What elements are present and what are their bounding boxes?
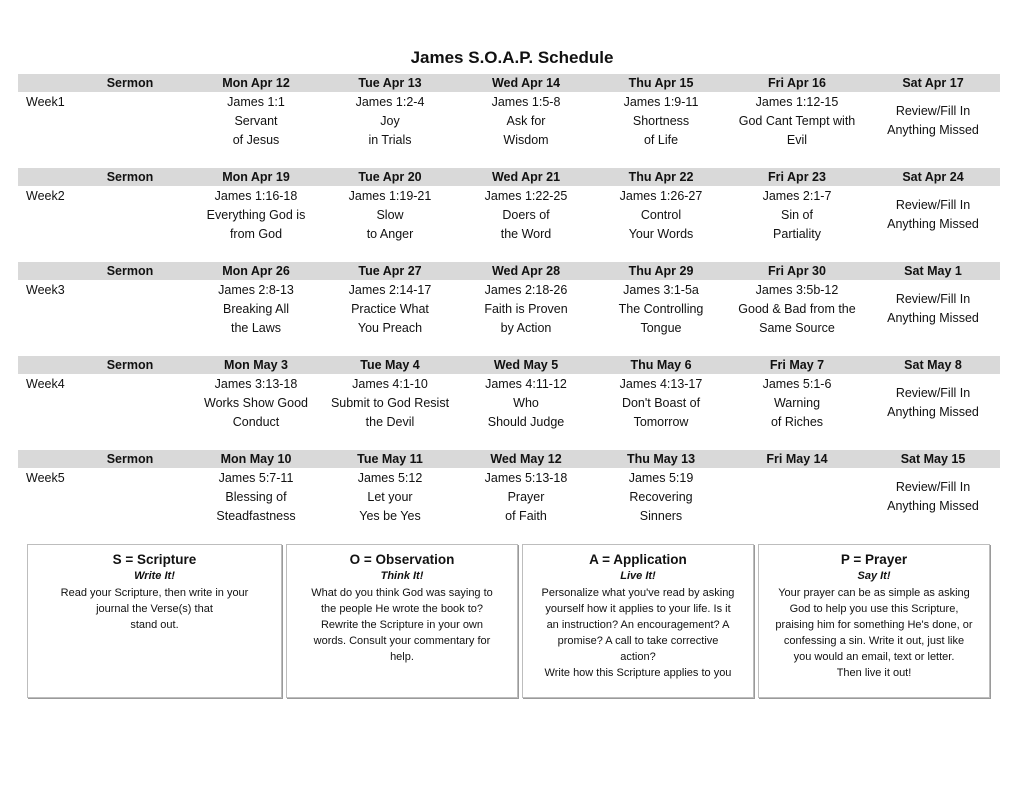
soap-heading: P = Prayer <box>840 552 908 567</box>
page-title: James S.O.A.P. Schedule <box>410 48 614 67</box>
day-header: Wed Apr 14 <box>491 76 561 90</box>
review-cell <box>866 478 1000 516</box>
reading-reference: James 1:26-27 <box>619 189 703 203</box>
reading-cell <box>190 469 322 526</box>
reading-reference: James 5:1-6 <box>762 377 832 391</box>
day-header: Sat Apr 24 <box>902 170 964 184</box>
review-line: Review/Fill In <box>895 292 971 306</box>
reading-title-line: Doers of <box>502 208 550 222</box>
soap-text-line: words. Consult your commentary for <box>313 635 491 647</box>
day-header: Tue Apr 27 <box>358 264 422 278</box>
reading-title-line: Your Words <box>628 227 694 241</box>
day-header: Sat Apr 17 <box>902 76 964 90</box>
reading-reference: James 5:19 <box>628 471 694 485</box>
reading-reference: James 1:1 <box>227 95 285 109</box>
reading-title-line: Shortness <box>632 114 690 128</box>
reading-cell <box>190 187 322 244</box>
sermon-header: Sermon <box>106 170 154 184</box>
reading-title-line: Steadfastness <box>216 509 296 523</box>
soap-subheading: Say It! <box>857 570 891 582</box>
soap-text-line: help. <box>390 651 414 663</box>
week-header-row <box>18 168 1000 186</box>
reading-title-line: Sin of <box>781 208 813 222</box>
reading-reference: James 3:5b-12 <box>755 283 839 297</box>
reading-title-line: Yes be Yes <box>359 509 421 523</box>
day-header: Fri Apr 16 <box>768 76 826 90</box>
soap-text-line: praising him for something He's done, or <box>775 619 973 631</box>
review-line: Anything Missed <box>887 499 979 513</box>
soap-subheading: Think It! <box>380 570 424 582</box>
reading-title-line: Don't Boast of <box>621 396 701 410</box>
soap-text <box>759 584 989 681</box>
reading-reference: James 2:1-7 <box>762 189 832 203</box>
reading-title-line: to Anger <box>366 227 414 241</box>
reading-reference: James 1:5-8 <box>491 95 561 109</box>
soap-text-line: Rewrite the Scripture in your own <box>320 619 483 631</box>
reading-cell <box>324 281 456 338</box>
day-header: Thu Apr 29 <box>628 264 694 278</box>
day-header: Wed Apr 21 <box>491 170 561 184</box>
week-readings <box>18 469 1000 535</box>
sermon-header: Sermon <box>106 76 154 90</box>
reading-title-line: Joy <box>380 114 400 128</box>
week-label: Week3 <box>26 283 65 297</box>
review-line: Review/Fill In <box>895 198 971 212</box>
reading-cell <box>728 187 866 244</box>
sermon-header: Sermon <box>106 264 154 278</box>
week-block <box>18 262 1000 350</box>
reading-cell <box>594 469 728 526</box>
week-readings <box>18 375 1000 441</box>
soap-text-line: Then live it out! <box>836 667 912 679</box>
soap-text-line: Personalize what you've read by asking <box>541 587 735 599</box>
reading-title-line: Tongue <box>640 321 682 335</box>
soap-text-line: stand out. <box>130 619 179 631</box>
review-cell <box>866 196 1000 234</box>
reading-reference: James 2:18-26 <box>484 283 568 297</box>
day-header: Sat May 8 <box>904 358 962 372</box>
day-header: Tue May 11 <box>357 452 423 466</box>
reading-cell <box>594 93 728 150</box>
reading-title-line: Wisdom <box>503 133 549 147</box>
soap-text <box>287 584 517 665</box>
week-block <box>18 450 1000 538</box>
soap-box-application <box>522 544 754 698</box>
reading-title-line: Let your <box>367 490 413 504</box>
reading-title-line: Good & Bad from the <box>738 302 856 316</box>
week-readings <box>18 187 1000 253</box>
reading-title-line: Partiality <box>773 227 821 241</box>
reading-reference: James 3:1-5a <box>623 283 699 297</box>
soap-text-line: you would an email, text or letter. <box>793 651 955 663</box>
day-header: Thu May 6 <box>630 358 692 372</box>
reading-cell <box>728 375 866 432</box>
day-header: Fri May 14 <box>766 452 828 466</box>
week-block <box>18 74 1000 162</box>
reading-title-line: Prayer <box>507 490 545 504</box>
reading-title-line: Breaking All <box>222 302 289 316</box>
soap-text-line: Read your Scripture, then write in your <box>60 587 249 599</box>
day-header: Wed May 12 <box>490 452 562 466</box>
day-header: Wed May 5 <box>493 358 559 372</box>
reading-title-line: of Jesus <box>232 133 280 147</box>
reading-title-line: Submit to God Resist <box>330 396 450 410</box>
week-header-row <box>18 74 1000 92</box>
week-label: Week5 <box>26 471 65 485</box>
reading-title-line: from God <box>229 227 283 241</box>
reading-cell <box>458 93 594 150</box>
soap-heading: O = Observation <box>349 552 455 567</box>
reading-title-line: the Word <box>500 227 552 241</box>
reading-cell <box>458 375 594 432</box>
review-line: Anything Missed <box>887 311 979 325</box>
reading-title-line: Ask for <box>506 114 546 128</box>
reading-cell <box>594 375 728 432</box>
soap-heading: S = Scripture <box>112 552 197 567</box>
reading-reference: James 1:9-11 <box>623 95 699 109</box>
review-line: Review/Fill In <box>895 386 971 400</box>
review-line: Review/Fill In <box>895 480 971 494</box>
reading-cell <box>324 187 456 244</box>
reading-title-line: Slow <box>376 208 404 222</box>
reading-title-line: Control <box>640 208 682 222</box>
reading-reference: James 2:8-13 <box>218 283 294 297</box>
week-header-row <box>18 450 1000 468</box>
reading-cell <box>324 375 456 432</box>
soap-text-line: confessing a sin. Write it out, just like <box>783 635 965 647</box>
soap-text-line: God to help you use this Scripture, <box>789 603 959 615</box>
reading-title-line: God Cant Tempt with <box>738 114 856 128</box>
reading-title-line: in Trials <box>368 133 412 147</box>
soap-box-scripture <box>27 544 282 698</box>
reading-title-line: of Faith <box>505 509 547 523</box>
reading-title-line: Works Show Good <box>204 396 308 410</box>
week-header-row <box>18 356 1000 374</box>
day-header: Sat May 15 <box>900 452 966 466</box>
reading-reference: James 4:1-10 <box>352 377 428 391</box>
reading-reference: James 1:19-21 <box>348 189 432 203</box>
reading-title-line: of Life <box>643 133 679 147</box>
soap-text-line: an instruction? An encouragement? A <box>546 619 730 631</box>
week-readings <box>18 93 1000 159</box>
reading-title-line: Conduct <box>232 415 280 429</box>
soap-text-line: journal the Verse(s) that <box>96 603 213 615</box>
reading-title-line: You Preach <box>357 321 423 335</box>
day-header: Thu May 13 <box>626 452 696 466</box>
reading-title-line: Practice What <box>351 302 429 316</box>
reading-title-line: Should Judge <box>487 415 565 429</box>
reading-cell <box>458 187 594 244</box>
reading-title-line: Who <box>513 396 539 410</box>
soap-text <box>523 584 753 681</box>
reading-title-line: Sinners <box>639 509 683 523</box>
soap-text-line: action? <box>620 651 656 663</box>
soap-text-line: Write how this Scripture applies to you <box>544 667 732 679</box>
reading-title-line: by Action <box>500 321 552 335</box>
reading-title-line: Tomorrow <box>633 415 689 429</box>
reading-cell <box>190 93 322 150</box>
day-header: Mon Apr 19 <box>222 170 290 184</box>
reading-reference: James 4:13-17 <box>619 377 703 391</box>
day-header: Fri May 7 <box>769 358 825 372</box>
reading-title-line: Warning <box>773 396 821 410</box>
week-block <box>18 356 1000 444</box>
week-header-row <box>18 262 1000 280</box>
week-label: Week1 <box>26 95 65 109</box>
reading-cell <box>458 469 594 526</box>
day-header: Fri Apr 30 <box>768 264 826 278</box>
review-line: Anything Missed <box>887 405 979 419</box>
day-header: Thu Apr 22 <box>628 170 694 184</box>
reading-cell <box>458 281 594 338</box>
soap-box-prayer <box>758 544 990 698</box>
review-line: Anything Missed <box>887 217 979 231</box>
review-cell <box>866 102 1000 140</box>
day-header: Wed Apr 28 <box>491 264 561 278</box>
reading-cell <box>324 93 456 150</box>
reading-cell <box>190 281 322 338</box>
reading-cell <box>594 187 728 244</box>
reading-reference: James 1:16-18 <box>214 189 298 203</box>
soap-text-line: promise? A call to take corrective <box>557 635 719 647</box>
soap-text-line: yourself how it applies to your life. Is it <box>545 603 731 615</box>
reading-cell <box>190 375 322 432</box>
day-header: Mon Apr 12 <box>222 76 290 90</box>
reading-reference: James 5:7-11 <box>218 471 294 485</box>
soap-text-line: Your prayer can be as simple as asking <box>778 587 970 599</box>
day-header: Thu Apr 15 <box>628 76 694 90</box>
soap-box-observation <box>286 544 518 698</box>
reading-reference: James 4:11-12 <box>485 377 567 391</box>
reading-cell <box>594 281 728 338</box>
day-header: Fri Apr 23 <box>768 170 826 184</box>
week-label: Week2 <box>26 189 65 203</box>
soap-text-line: What do you think God was saying to <box>311 587 493 599</box>
day-header: Tue May 4 <box>360 358 420 372</box>
reading-reference: James 1:22-25 <box>484 189 568 203</box>
reading-reference: James 5:13-18 <box>484 471 568 485</box>
reading-title-line: the Laws <box>230 321 282 335</box>
reading-title-line: Same Source <box>759 321 835 335</box>
soap-text-line: the people He wrote the book to? <box>320 603 484 615</box>
reading-title-line: Servant <box>234 114 278 128</box>
reading-cell <box>728 281 866 338</box>
reading-title-line: Faith is Proven <box>484 302 568 316</box>
day-header: Tue Apr 13 <box>358 76 422 90</box>
review-line: Review/Fill In <box>895 104 971 118</box>
week-block <box>18 168 1000 256</box>
day-header: Mon May 3 <box>224 358 288 372</box>
reading-reference: James 1:2-4 <box>355 95 425 109</box>
week-readings <box>18 281 1000 347</box>
soap-text <box>28 584 281 633</box>
reading-title-line: Blessing of <box>225 490 287 504</box>
reading-cell <box>728 93 866 150</box>
soap-subheading: Live It! <box>620 570 656 582</box>
reading-reference: James 1:12-15 <box>755 95 839 109</box>
week-label: Week4 <box>26 377 65 391</box>
review-line: Anything Missed <box>887 123 979 137</box>
review-cell <box>866 384 1000 422</box>
day-header: Mon May 10 <box>220 452 292 466</box>
reading-reference: James 2:14-17 <box>348 283 432 297</box>
review-cell <box>866 290 1000 328</box>
day-header: Tue Apr 20 <box>358 170 422 184</box>
day-header: Sat May 1 <box>904 264 962 278</box>
reading-title-line: The Controlling <box>618 302 704 316</box>
sermon-header: Sermon <box>106 452 154 466</box>
reading-title-line: Everything God is <box>206 208 306 222</box>
day-header: Mon Apr 26 <box>222 264 290 278</box>
reading-title-line: Recovering <box>629 490 693 504</box>
reading-title-line: the Devil <box>365 415 415 429</box>
soap-subheading: Write It! <box>134 570 175 582</box>
reading-reference: James 3:13-18 <box>214 377 298 391</box>
reading-title-line: Evil <box>786 133 808 147</box>
reading-cell <box>324 469 456 526</box>
sermon-header: Sermon <box>106 358 154 372</box>
reading-title-line: of Riches <box>770 415 824 429</box>
reading-reference: James 5:12 <box>357 471 423 485</box>
soap-heading: A = Application <box>589 552 687 567</box>
